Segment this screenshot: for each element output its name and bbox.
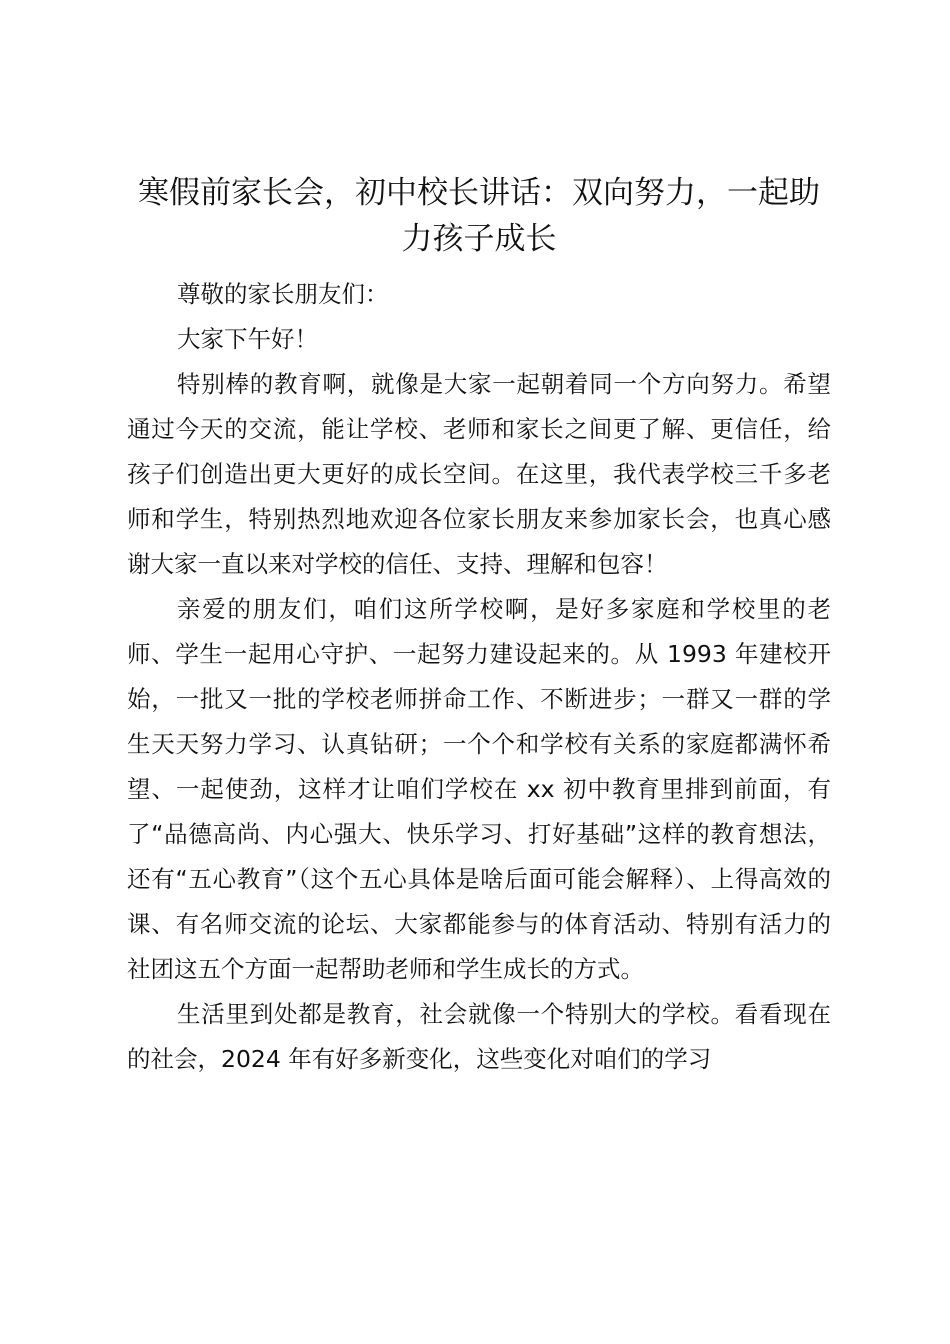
document-title: 寒假前家长会，初中校长讲话：双向努力，一起助力孩子成长 (138, 175, 820, 257)
paragraph-society: 生活里到处都是教育，社会就像一个特别大的学校。看看现在的社会，2024 年有好多新变化，这些变化对咱们的学习 (127, 1000, 831, 1073)
greeting: 大家下午好！ (177, 325, 318, 353)
paragraph-welcome: 特别棒的教育啊，就像是大家一起朝着同一个方向努力。希望通过今天的交流，能让学校、老师和家长之间更了解、更信任，给孩子们创造出更大更好的成长空间。在这里，我代表学校三千多老师和学生，特别热烈地欢迎各位家长朋友来参加家长会，也真心感谢大家一直以来对学校的信任、支持、理解和包容！ (127, 370, 831, 578)
salutation: 尊敬的家长朋友们： (177, 280, 389, 308)
paragraph-school-history: 亲爱的朋友们，咱们这所学校啊，是好多家庭和学校里的老师、学生一起用心守护、一起努力建设起来的。从 1993 年建校开始，一批又一批的学校老师拼命工作、不断进步；一群又一群的学生天天努力学习、认真钻研；一个个和学校有关系的家庭都满怀希望、一起使劲，这样才让咱们学校在 xx 初中教育里排到前面，有了“品德高尚、内心强大、快乐学习、打好基础”这样的教育想法，还有“五心教育”（这个五心具体是啥后面可能会解释）、上得高效的课、有名师交流的论坛、大家都能参与的体育活动、特别有活力的社团这五个方面一起帮助老师和学生成长的方式。 (127, 595, 831, 983)
document-body (127, 170, 831, 1082)
